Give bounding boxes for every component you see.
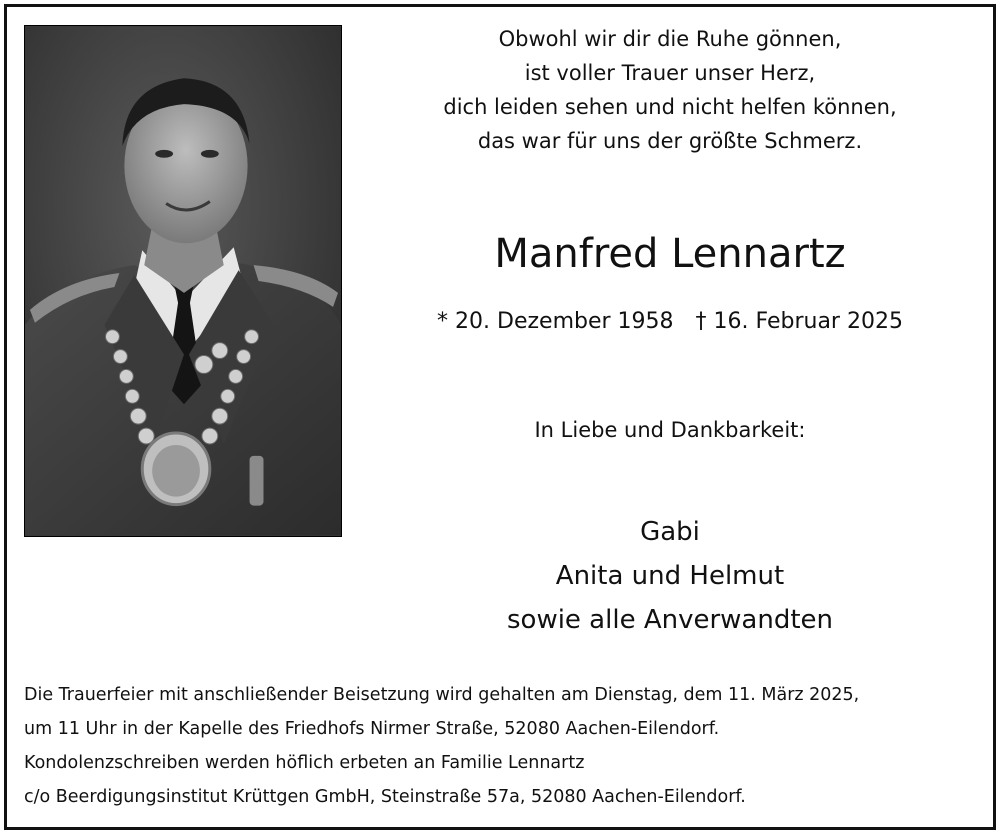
birth-date: * 20. Dezember 1958 — [437, 309, 674, 334]
poem-line: ist voller Trauer unser Herz, — [524, 61, 816, 85]
footer-line: um 11 Uhr in der Kapelle des Friedhofs Nirmer Straße, 52080 Aachen-Eilendorf. — [24, 719, 720, 739]
family-line: sowie alle Anverwandten — [506, 605, 834, 635]
portrait-photo — [24, 25, 342, 537]
funeral-details — [24, 678, 964, 814]
death-date: † 16. Februar 2025 — [695, 309, 903, 334]
poem-line: das war für uns der größte Schmerz. — [477, 129, 863, 153]
life-dates — [380, 304, 960, 340]
footer-line: Die Trauerfeier mit anschließender Beisetzung wird gehalten am Dienstag, dem 11. März 2025, — [24, 685, 860, 705]
poem-line: dich leiden sehen und nicht helfen können, — [443, 95, 897, 119]
family-line: Anita und Helmut — [555, 561, 785, 591]
family-list — [380, 510, 960, 642]
family-line: Gabi — [640, 517, 700, 547]
poem-line: Obwohl wir dir die Ruhe gönnen, — [498, 27, 842, 51]
footer-line: Kondolenzschreiben werden höflich erbeten an Familie Lennartz — [24, 753, 585, 773]
deceased-name: Manfred Lennartz — [494, 231, 846, 277]
footer-line: c/o Beerdigungsinstitut Krüttgen GmbH, Steinstraße 57a, 52080 Aachen-Eilendorf. — [24, 787, 746, 807]
closing-phrase: In Liebe und Dankbarkeit: — [534, 418, 806, 442]
poem — [380, 22, 960, 158]
